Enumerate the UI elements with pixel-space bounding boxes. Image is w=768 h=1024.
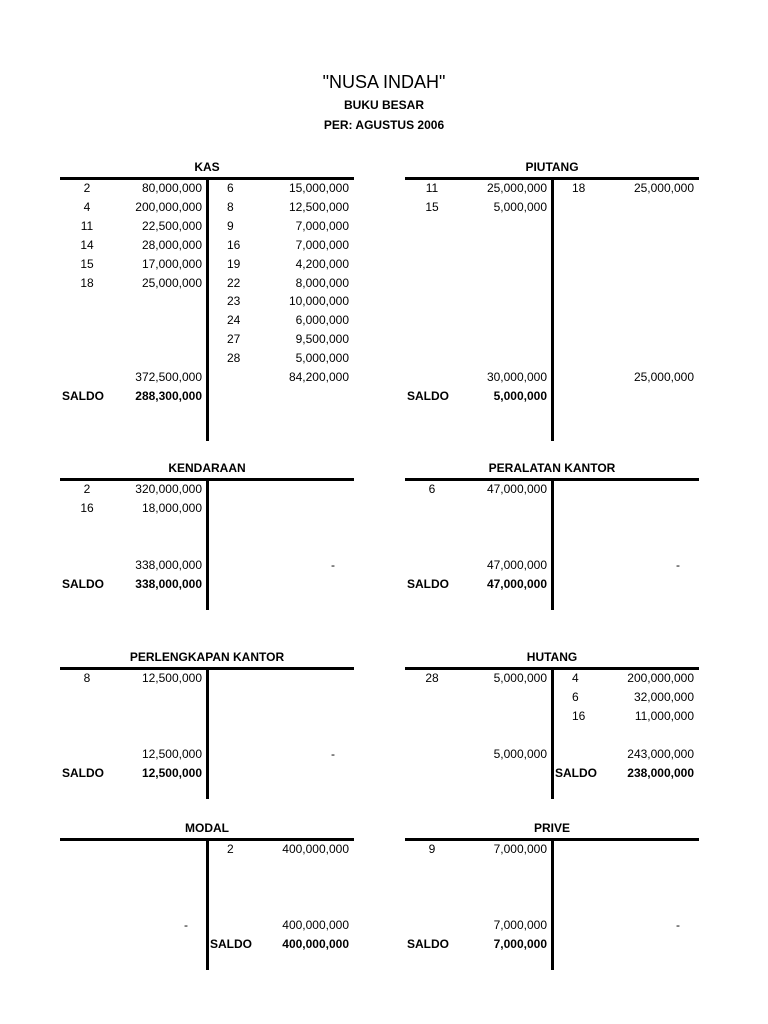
credit-total: 84,200,000 (288, 370, 349, 384)
credit-amount: 9,500,000 (295, 332, 349, 347)
account-name: HUTANG (526, 650, 578, 664)
debit-total: 12,500,000 (141, 746, 202, 761)
debit-amount: 25,000,000 (141, 275, 202, 290)
debit-amount: 17,000,000 (141, 256, 202, 271)
saldo-label: SALDO (62, 388, 104, 403)
t-account-divider (551, 838, 554, 970)
credit-total: 243,000,000 (627, 746, 694, 761)
debit-total: 30,000,000 (486, 370, 547, 384)
credit-amount: 15,000,000 (288, 181, 349, 195)
credit-amount: 400,000,000 (282, 842, 349, 856)
saldo-label: SALDO (210, 936, 252, 951)
saldo-amount: 47,000,000 (486, 576, 547, 591)
debit-date: 16 (80, 500, 94, 515)
debit-date: 4 (83, 199, 91, 214)
ledger-account (60, 160, 354, 448)
saldo-amount: 288,300,000 (135, 388, 202, 403)
ledger-account (60, 461, 354, 617)
credit-amount: 5,000,000 (295, 351, 349, 366)
debit-total: 47,000,000 (486, 557, 547, 572)
debit-amount: 28,000,000 (141, 237, 202, 252)
credit-amount: 6,000,000 (295, 313, 349, 328)
ledger-account (60, 650, 354, 806)
debit-amount: 5,000,000 (493, 671, 547, 685)
credit-amount: 12,500,000 (288, 199, 349, 214)
credit-total: - (331, 557, 335, 572)
saldo-amount: 12,500,000 (141, 765, 202, 780)
debit-date: 28 (425, 671, 439, 685)
debit-date: 11 (425, 181, 439, 195)
t-account-divider (206, 838, 209, 970)
credit-amount: 25,000,000 (633, 181, 694, 195)
credit-date: 16 (227, 237, 241, 252)
debit-amount: 18,000,000 (141, 500, 202, 515)
t-account-divider (206, 478, 209, 610)
credit-date: 8 (227, 199, 234, 214)
debit-amount: 5,000,000 (493, 199, 547, 214)
ledger-account (405, 160, 699, 448)
debit-amount: 7,000,000 (493, 842, 547, 856)
ledger-account (405, 821, 699, 977)
credit-amount: 7,000,000 (295, 218, 349, 233)
saldo-label: SALDO (407, 576, 449, 591)
credit-amount: 4,200,000 (295, 256, 349, 271)
credit-date: 23 (227, 294, 241, 309)
saldo-label: SALDO (62, 576, 104, 591)
credit-date: 6 (572, 689, 579, 704)
debit-date: 15 (80, 256, 94, 271)
debit-date: 6 (428, 482, 436, 496)
credit-date: 9 (227, 218, 234, 233)
debit-date: 9 (428, 842, 436, 856)
ledger-account (60, 821, 354, 977)
account-name: PERALATAN KANTOR (488, 461, 616, 475)
debit-date: 11 (80, 218, 94, 233)
debit-amount: 47,000,000 (486, 482, 547, 496)
account-name: PERLENGKAPAN KANTOR (129, 650, 285, 664)
credit-total: 25,000,000 (633, 370, 694, 384)
credit-amount: 8,000,000 (295, 275, 349, 290)
t-account-divider (551, 667, 554, 799)
t-account-divider (206, 177, 209, 441)
credit-date: 19 (227, 256, 241, 271)
debit-total: 7,000,000 (493, 917, 547, 932)
credit-date: 2 (227, 842, 234, 856)
t-account-divider (551, 478, 554, 610)
account-name: KAS (194, 160, 220, 174)
saldo-label: SALDO (407, 936, 449, 951)
credit-total: 400,000,000 (282, 917, 349, 932)
company-name: "NUSA INDAH" (322, 72, 446, 92)
report-period: PER: AGUSTUS 2006 (323, 118, 445, 132)
debit-amount: 12,500,000 (141, 671, 202, 685)
debit-date: 14 (80, 237, 94, 252)
credit-date: 6 (227, 181, 234, 195)
debit-date: 15 (425, 199, 439, 214)
t-account-divider (551, 177, 554, 441)
debit-amount: 200,000,000 (135, 199, 202, 214)
report-title: BUKU BESAR (343, 98, 424, 112)
saldo-amount: 400,000,000 (282, 936, 349, 951)
credit-amount: 10,000,000 (288, 294, 349, 309)
saldo-label: SALDO (555, 765, 597, 780)
saldo-amount: 5,000,000 (493, 388, 547, 403)
debit-amount: 80,000,000 (141, 181, 202, 195)
credit-amount: 200,000,000 (627, 671, 694, 685)
credit-amount: 32,000,000 (633, 689, 694, 704)
account-name: PRIVE (533, 821, 570, 835)
credit-total: - (331, 746, 335, 761)
debit-date: 18 (80, 275, 94, 290)
debit-total: 338,000,000 (135, 557, 202, 572)
credit-date: 24 (227, 313, 241, 328)
saldo-amount: 238,000,000 (627, 765, 694, 780)
debit-date: 8 (83, 671, 91, 685)
saldo-label: SALDO (407, 388, 449, 403)
credit-date: 27 (227, 332, 241, 347)
debit-amount: 22,500,000 (141, 218, 202, 233)
ledger-account (405, 650, 699, 806)
ledger-account (405, 461, 699, 617)
t-account-divider (206, 667, 209, 799)
credit-date: 28 (227, 351, 241, 366)
debit-amount: 320,000,000 (135, 482, 202, 496)
credit-date: 18 (572, 181, 586, 195)
credit-date: 22 (227, 275, 241, 290)
debit-total: 372,500,000 (135, 370, 202, 384)
credit-total: - (676, 917, 680, 932)
saldo-label: SALDO (62, 765, 104, 780)
account-name: MODAL (185, 821, 229, 835)
credit-amount: 7,000,000 (295, 237, 349, 252)
credit-date: 16 (572, 708, 586, 723)
saldo-amount: 7,000,000 (493, 936, 547, 951)
credit-date: 4 (572, 671, 579, 685)
debit-date: 2 (83, 181, 91, 195)
account-name: KENDARAAN (168, 461, 246, 475)
debit-amount: 25,000,000 (486, 181, 547, 195)
debit-date: 2 (83, 482, 91, 496)
saldo-amount: 338,000,000 (135, 576, 202, 591)
debit-total: 5,000,000 (493, 746, 547, 761)
debit-total: - (184, 917, 188, 932)
credit-total: - (676, 557, 680, 572)
credit-amount: 11,000,000 (634, 708, 694, 723)
account-name: PIUTANG (525, 160, 579, 174)
